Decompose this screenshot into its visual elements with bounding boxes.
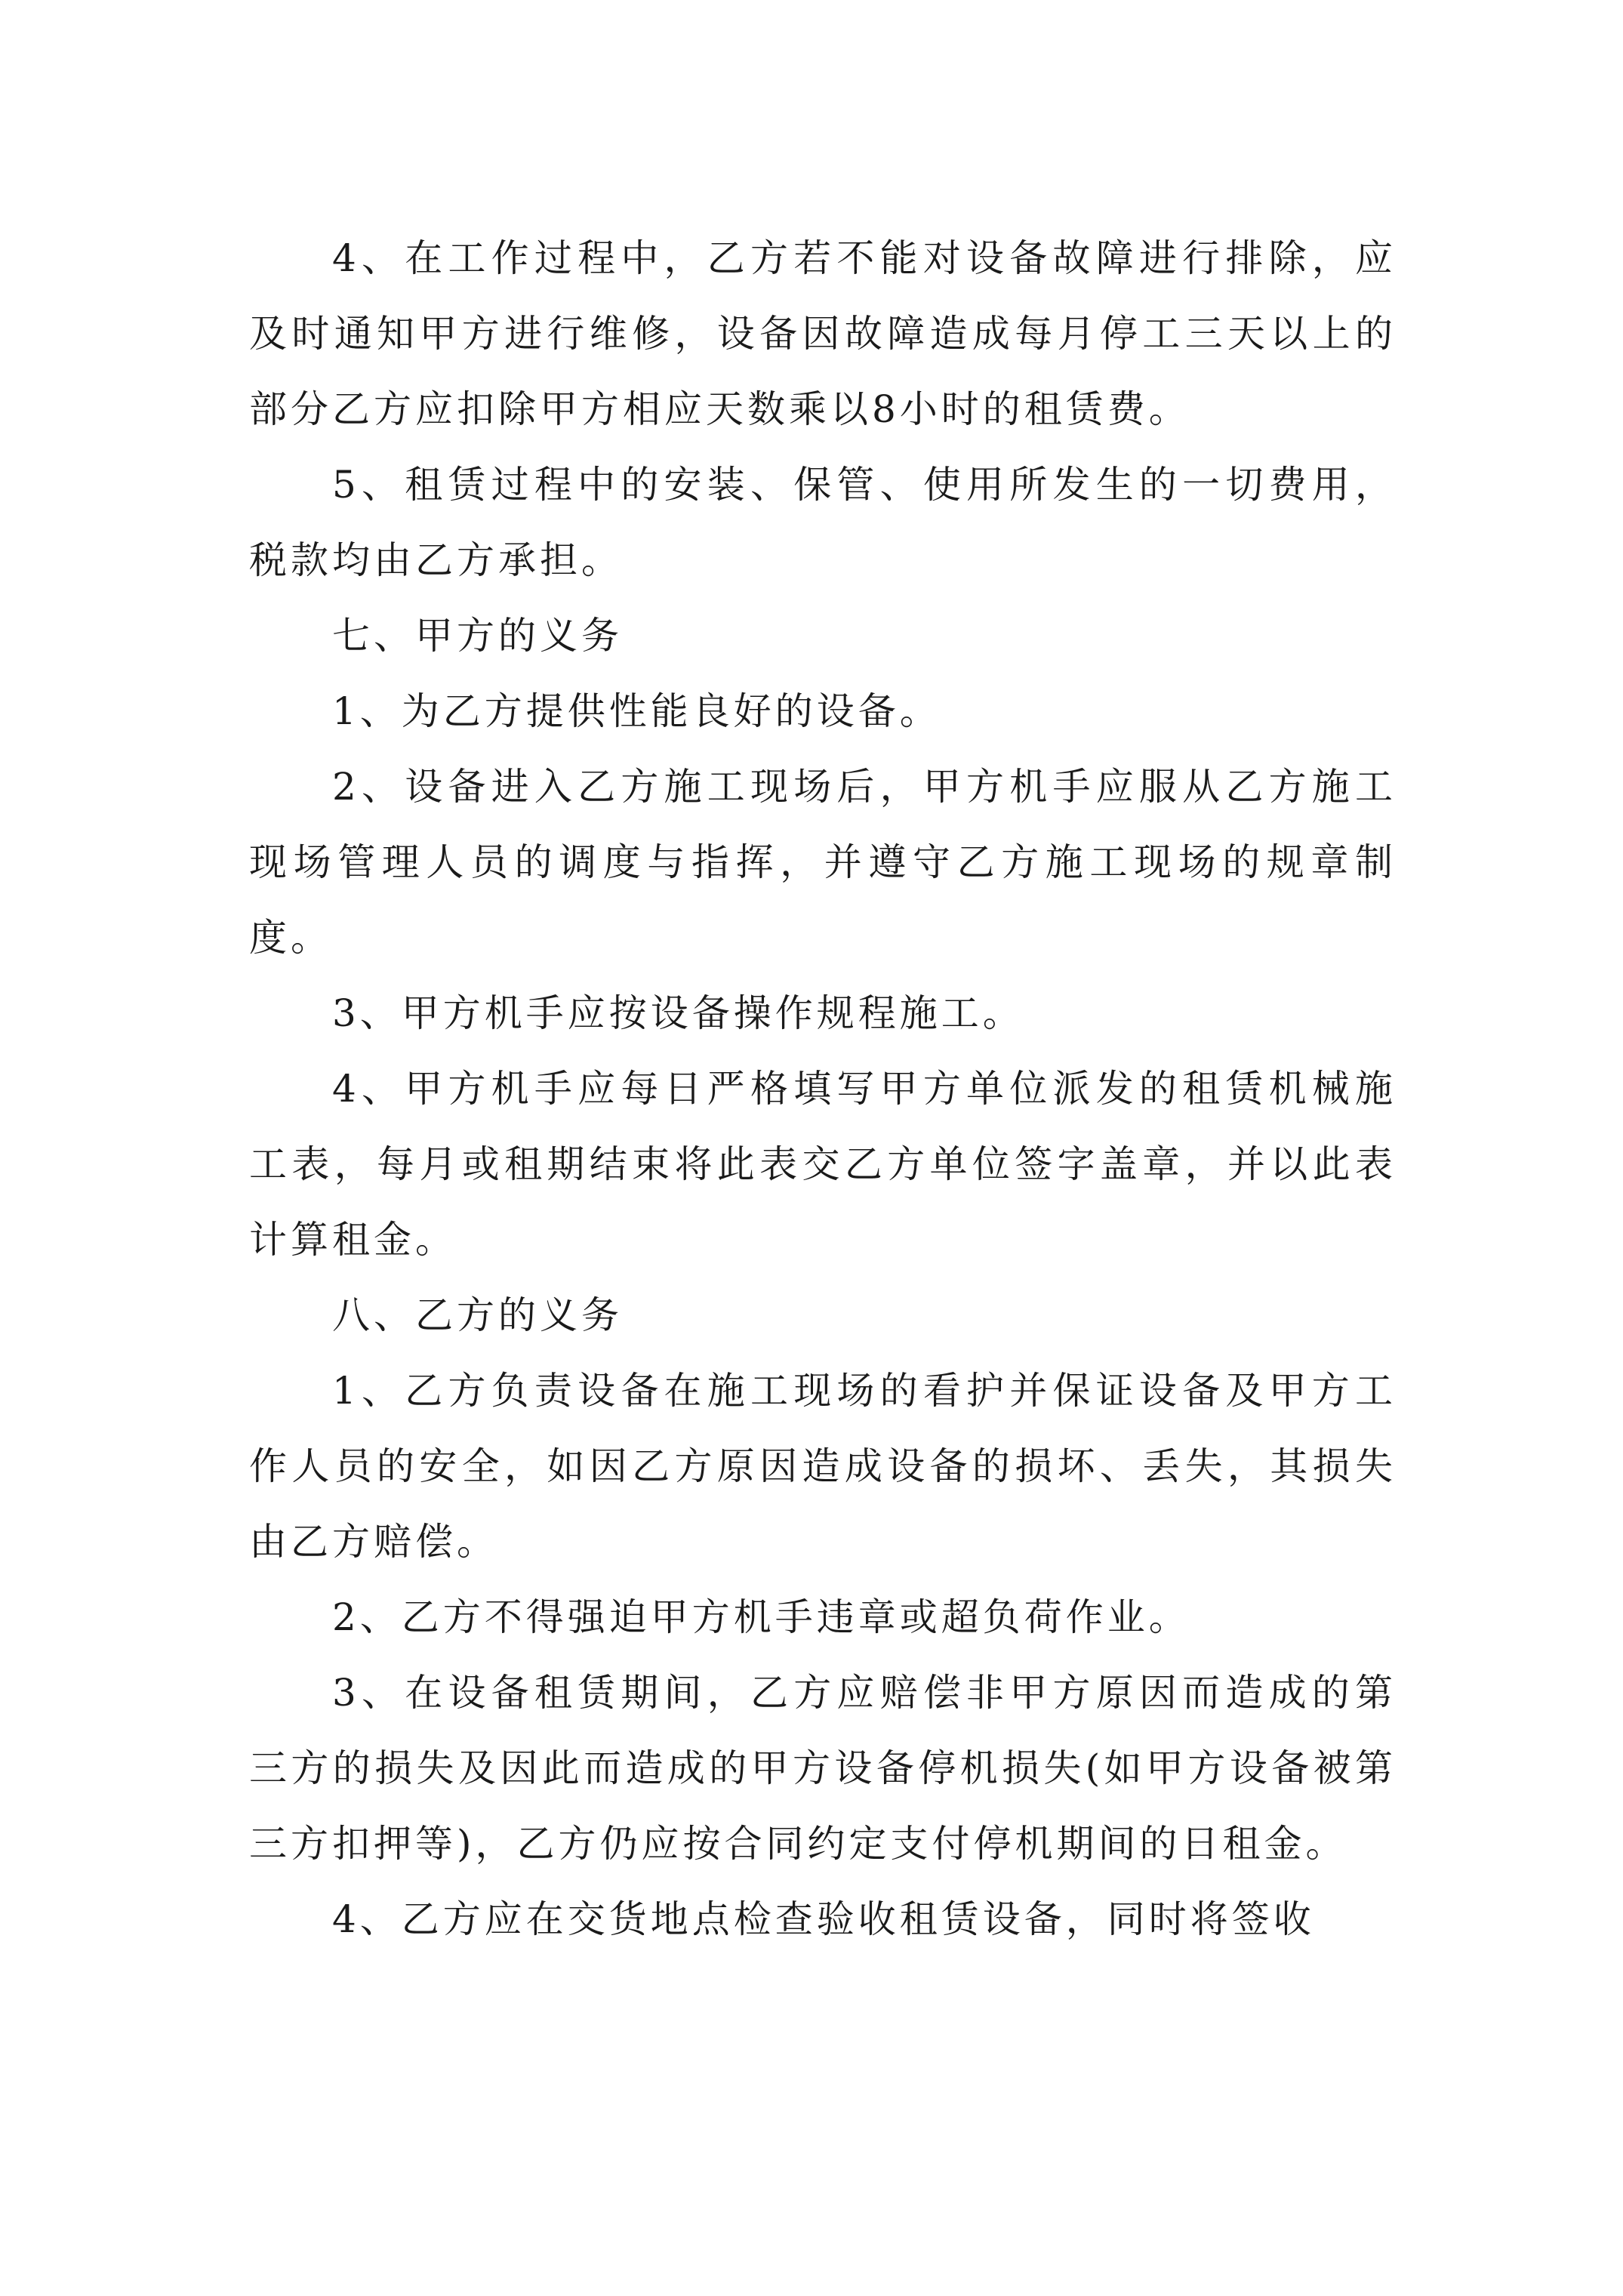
- paragraph-clause-7-2: 2、设备进入乙方施工现场后，甲方机手应服从乙方施工现场管理人员的调度与指挥，并遵守乙方施工现场的规章制度。: [249, 765, 1397, 960]
- paragraph-clause-8-2: 2、乙方不得强迫甲方机手违章或超负荷作业。: [332, 1595, 1190, 1639]
- section-heading-party-b-obligations: 八、乙方的义务: [332, 1293, 623, 1337]
- paragraph-clause-7-1: 1、为乙方提供性能良好的设备。: [332, 689, 941, 733]
- paragraph-clause-8-3: 3、在设备租赁期间，乙方应赔偿非甲方原因而造成的第三方的损失及因此而造成的甲方设备停机损失(如甲方设备被第三方扣押等)，乙方仍应按合同约定支付停机期间的日租金。: [249, 1671, 1397, 1866]
- section-heading-party-a-obligations: 七、甲方的义务: [332, 614, 623, 658]
- paragraph-clause-8-4: 4、乙方应在交货地点检查验收租赁设备，同时将签收: [332, 1897, 1315, 1941]
- paragraph-clause-6-4: 4、在工作过程中，乙方若不能对设备故障进行排除，应及时通知甲方进行维修，设备因故障造成每月停工三天以上的部分乙方应扣除甲方相应天数乘以8小时的租赁费。: [249, 236, 1397, 431]
- paragraph-clause-8-1: 1、乙方负责设备在施工现场的看护并保证设备及甲方工作人员的安全，如因乙方原因造成设备的损坏、丢失，其损失由乙方赔偿。: [249, 1369, 1397, 1564]
- paragraph-clause-7-3: 3、甲方机手应按设备操作规程施工。: [332, 991, 1024, 1035]
- paragraph-clause-6-5: 5、租赁过程中的安装、保管、使用所发生的一切费用，税款均由乙方承担。: [249, 463, 1397, 582]
- paragraph-clause-7-4: 4、甲方机手应每日严格填写甲方单位派发的租赁机械施工表，每月或租期结束将此表交乙方单位签字盖章，并以此表计算租金。: [249, 1067, 1397, 1262]
- document-body: [249, 220, 1397, 1957]
